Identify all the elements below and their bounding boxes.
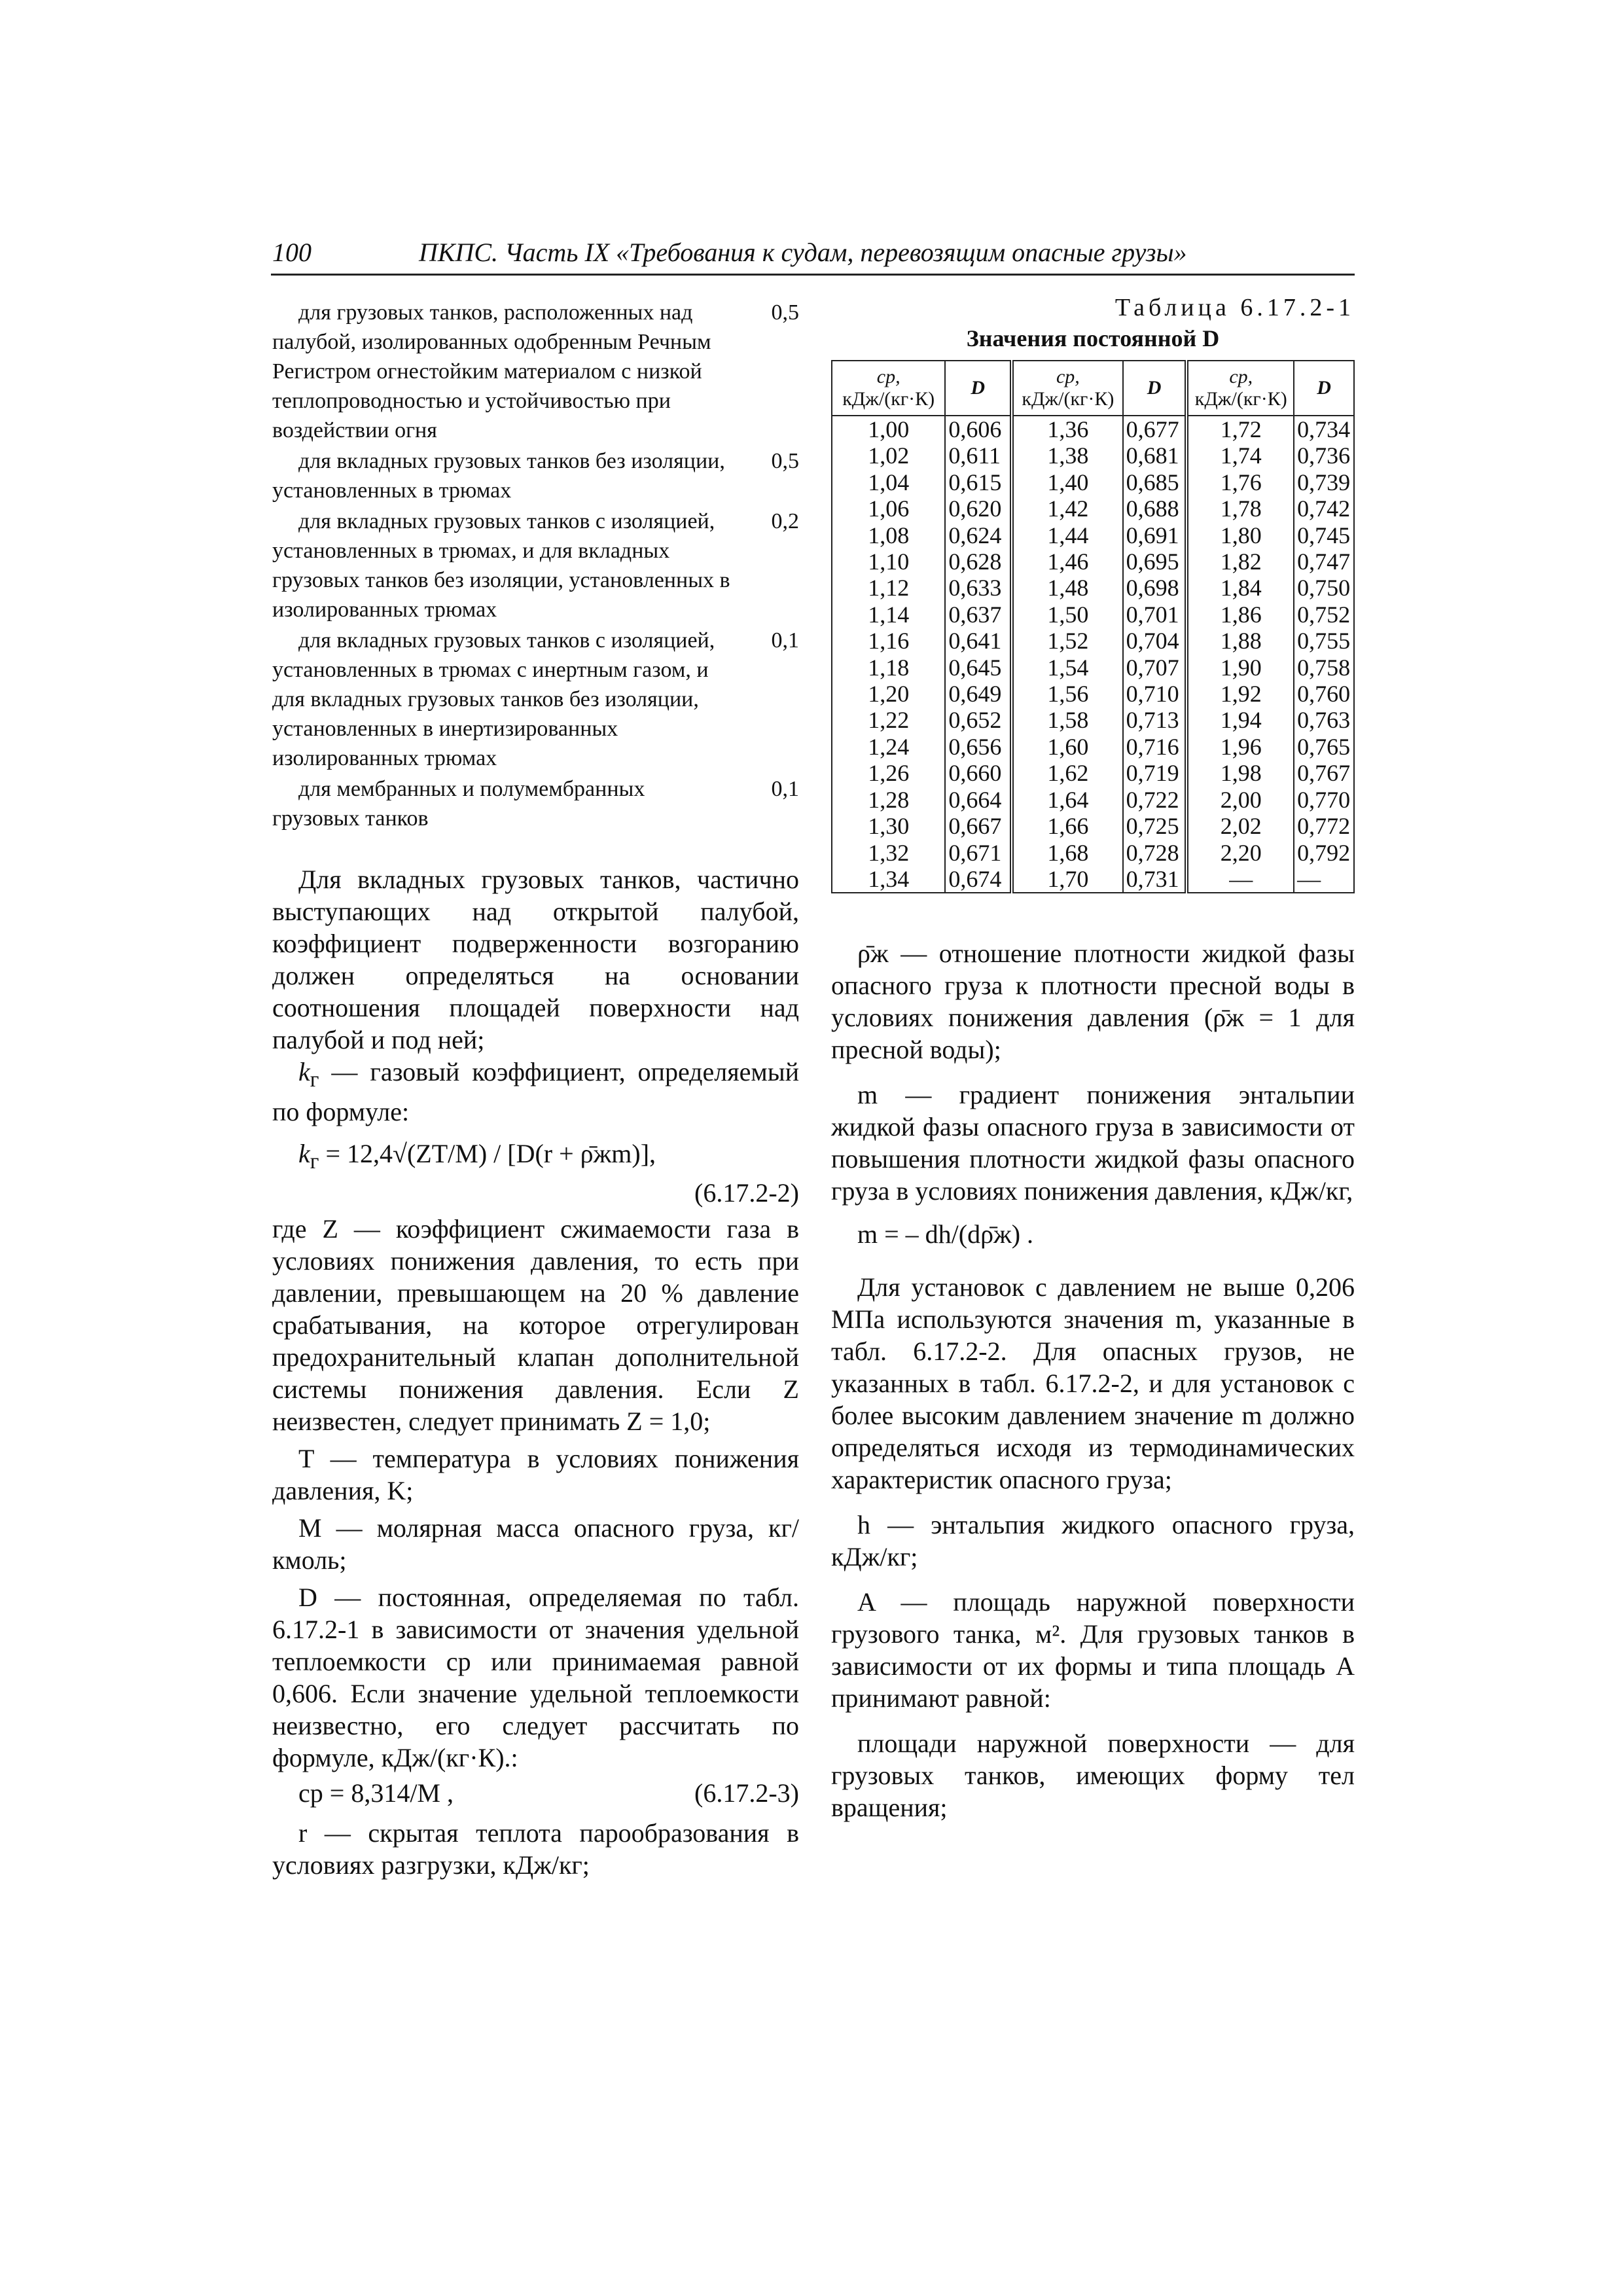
table-cell-cp: 1,66 [1012,813,1123,839]
formula-2-body: = 12,4√(ZT/M) / [D(r + ρ̄жm)], [325,1139,656,1168]
m-definition: M — молярная масса опасного груза, кг/кмоль; [272,1513,799,1575]
table-cell-cp: 1,44 [1012,522,1123,548]
table-cell-cp: 1,80 [1186,522,1294,548]
table-cell-d: 0,716 [1123,734,1187,760]
table-cell-d: 0,725 [1123,813,1187,839]
list-item [272,446,799,505]
table-cell-d: 0,763 [1294,707,1354,733]
table-cell-cp: 1,82 [1186,548,1294,575]
table-cell-cp: 1,54 [1012,655,1123,681]
table-cell-cp: 1,40 [1012,469,1123,495]
table-row [832,469,1354,495]
kg-definition [272,1056,799,1128]
table-cell-d: 0,633 [945,575,1012,601]
kg-subscript: г [310,1067,319,1092]
list-item-value: 0,5 [771,300,799,325]
table-row [832,575,1354,601]
table-cell-d: 0,685 [1123,469,1187,495]
table-header-cp: cp, кДж/(кг·К) [832,361,945,416]
paragraph-installations: Для установок с давлением не выше 0,206 МПа используются значения m, указанные в табл. 6.17.2-2. Для опасных грузов, не указанных в табл. 6.17.2-2, и для установок с более высоким давлением значение m должно определяться исходя из термодинамических характеристик опасного груза; [831,1272,1355,1494]
table-header-d: D [1294,361,1354,416]
table-cell-d: 0,660 [945,760,1012,786]
table-cell-cp: 1,90 [1186,655,1294,681]
table-cell-d: 0,704 [1123,628,1187,654]
table-cell-d: 0,736 [1294,442,1354,469]
table-caption: Таблица 6.17.2-1 [1115,294,1355,321]
table-cell-cp: 1,68 [1012,840,1123,866]
table-cell-d: 0,722 [1123,787,1187,813]
table-cell-cp: 1,96 [1186,734,1294,760]
table-cell-d: 0,772 [1294,813,1354,839]
table-cell-d: 0,707 [1123,655,1187,681]
table-cell-d: 0,755 [1294,628,1354,654]
formula-6-17-2-2: $k_г = 12,4√(ZT/M) / [D(r$ + ρ̄жm)], [298,1139,656,1174]
table-cell-d: 0,624 [945,522,1012,548]
left-column [272,298,799,1881]
header-rule [271,274,1355,276]
table-row [832,601,1354,628]
table-cell-d: 0,652 [945,707,1012,733]
table-cell-cp: 1,30 [832,813,945,839]
h-definition: h — энтальпия жидкого опасного груза, кДж/кг; [831,1510,1355,1571]
table-row [832,707,1354,733]
list-item-value: 0,1 [771,777,799,801]
table-cell-d: 0,674 [945,866,1012,893]
table-header-row [832,361,1354,416]
table-header-cp: cp, кДж/(кг·К) [1012,361,1123,416]
table-cell-d: 0,615 [945,469,1012,495]
table-cell-d: 0,728 [1123,840,1187,866]
table-row [832,681,1354,707]
table-cell-cp: 1,46 [1012,548,1123,575]
table-cell-d: 0,731 [1123,866,1187,893]
table-cell-d: 0,760 [1294,681,1354,707]
formula-3-number: (6.17.2-3) [694,1778,799,1808]
list-item [272,774,799,833]
table-cell-cp: 2,00 [1186,787,1294,813]
table-header-cp: cp, кДж/(кг·К) [1186,361,1294,416]
d-definition: D — постоянная, определяемая по табл. 6.17.2-1 в зависимости от значения удельной теплоемкости cp или принимаемая равной 0,606. Если значение удельной теплоемкости неизвестно, его следует рассчитать по формуле, кДж/(кг·К).: [272,1583,799,1772]
t-definition: T — температура в условиях понижения давления, K; [272,1444,799,1505]
table-cell-cp: 1,22 [832,707,945,733]
running-header-title: ПКПС. Часть IX «Требования к судам, перевозящим опасные грузы» [419,238,1187,267]
table-cell-cp: 1,08 [832,522,945,548]
area-definition: площади наружной поверхности — для грузовых танков, имеющих форму тел вращения; [831,1729,1355,1822]
table-cell-cp: 1,34 [832,866,945,893]
table-cell-d: 0,701 [1123,601,1187,628]
table-row [832,495,1354,522]
table-cell-cp: — [1186,866,1294,893]
table-cell-cp: 1,74 [1186,442,1294,469]
z-definition: где Z — коэффициент сжимаемости газа в условиях понижения давления, то есть при давлении, превышающем на 20 % давление срабатывания, на которое отрегулирован предохранительный клапан дополнительной системы понижения давления. Если Z неизвестен, следует принимать Z = 1,0; [272,1214,799,1436]
table-cell-d: 0,667 [945,813,1012,839]
table-cell-d: 0,671 [945,840,1012,866]
page-number: 100 [272,238,312,267]
table-cell-cp: 1,64 [1012,787,1123,813]
table-cell-cp: 1,28 [832,787,945,813]
table-title: Значения постоянной D [966,325,1220,351]
table-cell-d: 0,739 [1294,469,1354,495]
m-gradient-definition: m — градиент понижения энтальпии жидкой фазы опасного груза в зависимости от повышения плотности жидкой фазы опасного груза в условиях понижения давления, кДж/кг, [831,1080,1355,1206]
table-cell-cp: 1,48 [1012,575,1123,601]
table-cell-d: 0,664 [945,787,1012,813]
list-item-text: для вкладных грузовых танков с изоляцией, установленных в трюмах с инертным газом, и для вкладных грузовых танков без изоляции, установленных в инертизированных изолированных трюмах [272,628,715,770]
table-cell-cp: 1,10 [832,548,945,575]
constant-d-table [831,360,1355,893]
table-cell-d: 0,792 [1294,840,1354,866]
table-cell-cp: 1,18 [832,655,945,681]
table-cell-d: 0,758 [1294,655,1354,681]
table-cell-cp: 1,24 [832,734,945,760]
table-row [832,734,1354,760]
table-cell-d: 0,752 [1294,601,1354,628]
table-cell-d: 0,767 [1294,760,1354,786]
table-cell-cp: 1,26 [832,760,945,786]
formula-3-body: cp = 8,314/M , [298,1778,454,1808]
table-cell-d: — [1294,866,1354,893]
rho-definition: ρ̄ж — отношение плотности жидкой фазы опасного груза к плотности пресной воды в условиях понижения давления (ρ̄ж = 1 для пресной воды); [831,939,1355,1064]
a-definition: A — площадь наружной поверхности грузового танка, м². Для грузовых танков в зависимости от их формы и типа площадь A принимают равной: [831,1587,1355,1713]
table-cell-cp: 1,94 [1186,707,1294,733]
table-cell-d: 0,649 [945,681,1012,707]
formula-6-17-2-3 [272,1776,799,1810]
kg-definition-text: — газовый коэффициент, определяемый по формуле: [272,1057,799,1126]
list-item [272,298,799,445]
table-row [832,522,1354,548]
kg-symbol: k [298,1057,310,1086]
table-row [832,840,1354,866]
table-cell-d: 0,698 [1123,575,1187,601]
formula-2-number: (6.17.2-2) [694,1178,799,1208]
table-cell-cp: 1,20 [832,681,945,707]
table-row [832,442,1354,469]
right-column [831,937,1355,1823]
table-cell-cp: 1,76 [1186,469,1294,495]
table-cell-d: 0,681 [1123,442,1187,469]
table-row [832,548,1354,575]
formula-m [831,1217,1355,1251]
list-item-value: 0,5 [771,449,799,473]
list-item [272,507,799,624]
table-cell-d: 0,645 [945,655,1012,681]
table-cell-cp: 1,00 [832,416,945,442]
list-item-value: 0,1 [771,628,799,653]
table-cell-d: 0,713 [1123,707,1187,733]
list-item-value: 0,2 [771,509,799,533]
coefficient-list [272,298,799,833]
table-cell-d: 0,747 [1294,548,1354,575]
table-cell-cp: 1,16 [832,628,945,654]
table-cell-cp: 1,92 [1186,681,1294,707]
table-row [832,866,1354,893]
table-cell-cp: 1,70 [1012,866,1123,893]
table-cell-d: 0,765 [1294,734,1354,760]
list-item-text: для вкладных грузовых танков без изоляции, установленных в трюмах [272,449,725,503]
table-cell-cp: 1,84 [1186,575,1294,601]
list-item-text: для вкладных грузовых танков с изоляцией, установленных в трюмах, и для вкладных грузовых танков без изоляции, установленных в изолированных трюмах [272,509,730,622]
formula-m-body: m = – dh/(dρ̄ж) . [857,1219,1034,1249]
table-cell-cp: 2,20 [1186,840,1294,866]
table-cell-cp: 1,58 [1012,707,1123,733]
table-cell-cp: 2,02 [1186,813,1294,839]
table-header-d: D [1123,361,1187,416]
table-cell-cp: 1,36 [1012,416,1123,442]
table-cell-cp: 1,78 [1186,495,1294,522]
table-cell-d: 0,611 [945,442,1012,469]
table-cell-cp: 1,88 [1186,628,1294,654]
table-row [832,813,1354,839]
table-cell-cp: 1,12 [832,575,945,601]
table-cell-cp: 1,32 [832,840,945,866]
table-cell-d: 0,734 [1294,416,1354,442]
table-cell-d: 0,656 [945,734,1012,760]
table-cell-d: 0,628 [945,548,1012,575]
table-cell-cp: 1,38 [1012,442,1123,469]
table-row [832,787,1354,813]
table-cell-d: 0,606 [945,416,1012,442]
table-header-d: D [945,361,1012,416]
table-cell-d: 0,695 [1123,548,1187,575]
table-cell-d: 0,719 [1123,760,1187,786]
table-cell-cp: 1,14 [832,601,945,628]
table-cell-d: 0,620 [945,495,1012,522]
table-cell-d: 0,710 [1123,681,1187,707]
table-cell-cp: 1,72 [1186,416,1294,442]
list-item [272,626,799,773]
table-row [832,416,1354,442]
table-cell-cp: 1,56 [1012,681,1123,707]
table-cell-d: 0,677 [1123,416,1187,442]
paragraph-partial-tanks: Для вкладных грузовых танков, частично выступающих над открытой палубой, коэффициент подверженности возгоранию должен определяться на основании соотношения площадей поверхности над палубой и под ней; [272,865,799,1054]
table-cell-d: 0,745 [1294,522,1354,548]
table-cell-cp: 1,52 [1012,628,1123,654]
formula-2-number-row [272,1176,799,1210]
table-cell-cp: 1,42 [1012,495,1123,522]
list-item-text: для грузовых танков, расположенных над палубой, изолированных одобренным Речным Регистром огнестойким материалом с низкой теплопроводностью и устойчивостью при воздействии огня [272,300,711,442]
table-cell-cp: 1,50 [1012,601,1123,628]
table-cell-d: 0,637 [945,601,1012,628]
table-cell-cp: 1,60 [1012,734,1123,760]
table-cell-d: 0,770 [1294,787,1354,813]
table-cell-d: 0,750 [1294,575,1354,601]
list-item-text: для мембранных и полумембранных грузовых танков [272,777,645,831]
table-cell-d: 0,691 [1123,522,1187,548]
table-cell-cp: 1,02 [832,442,945,469]
table-row [832,760,1354,786]
table-cell-d: 0,688 [1123,495,1187,522]
table-body [832,416,1354,893]
table-cell-d: 0,742 [1294,495,1354,522]
table-cell-cp: 1,06 [832,495,945,522]
r-definition: r — скрытая теплота парообразования в условиях разгрузки, кДж/кг; [272,1818,799,1880]
table-cell-cp: 1,04 [832,469,945,495]
table-cell-d: 0,641 [945,628,1012,654]
table-row [832,628,1354,654]
table-cell-cp: 1,98 [1186,760,1294,786]
table-row [832,655,1354,681]
table-cell-cp: 1,62 [1012,760,1123,786]
table-cell-cp: 1,86 [1186,601,1294,628]
